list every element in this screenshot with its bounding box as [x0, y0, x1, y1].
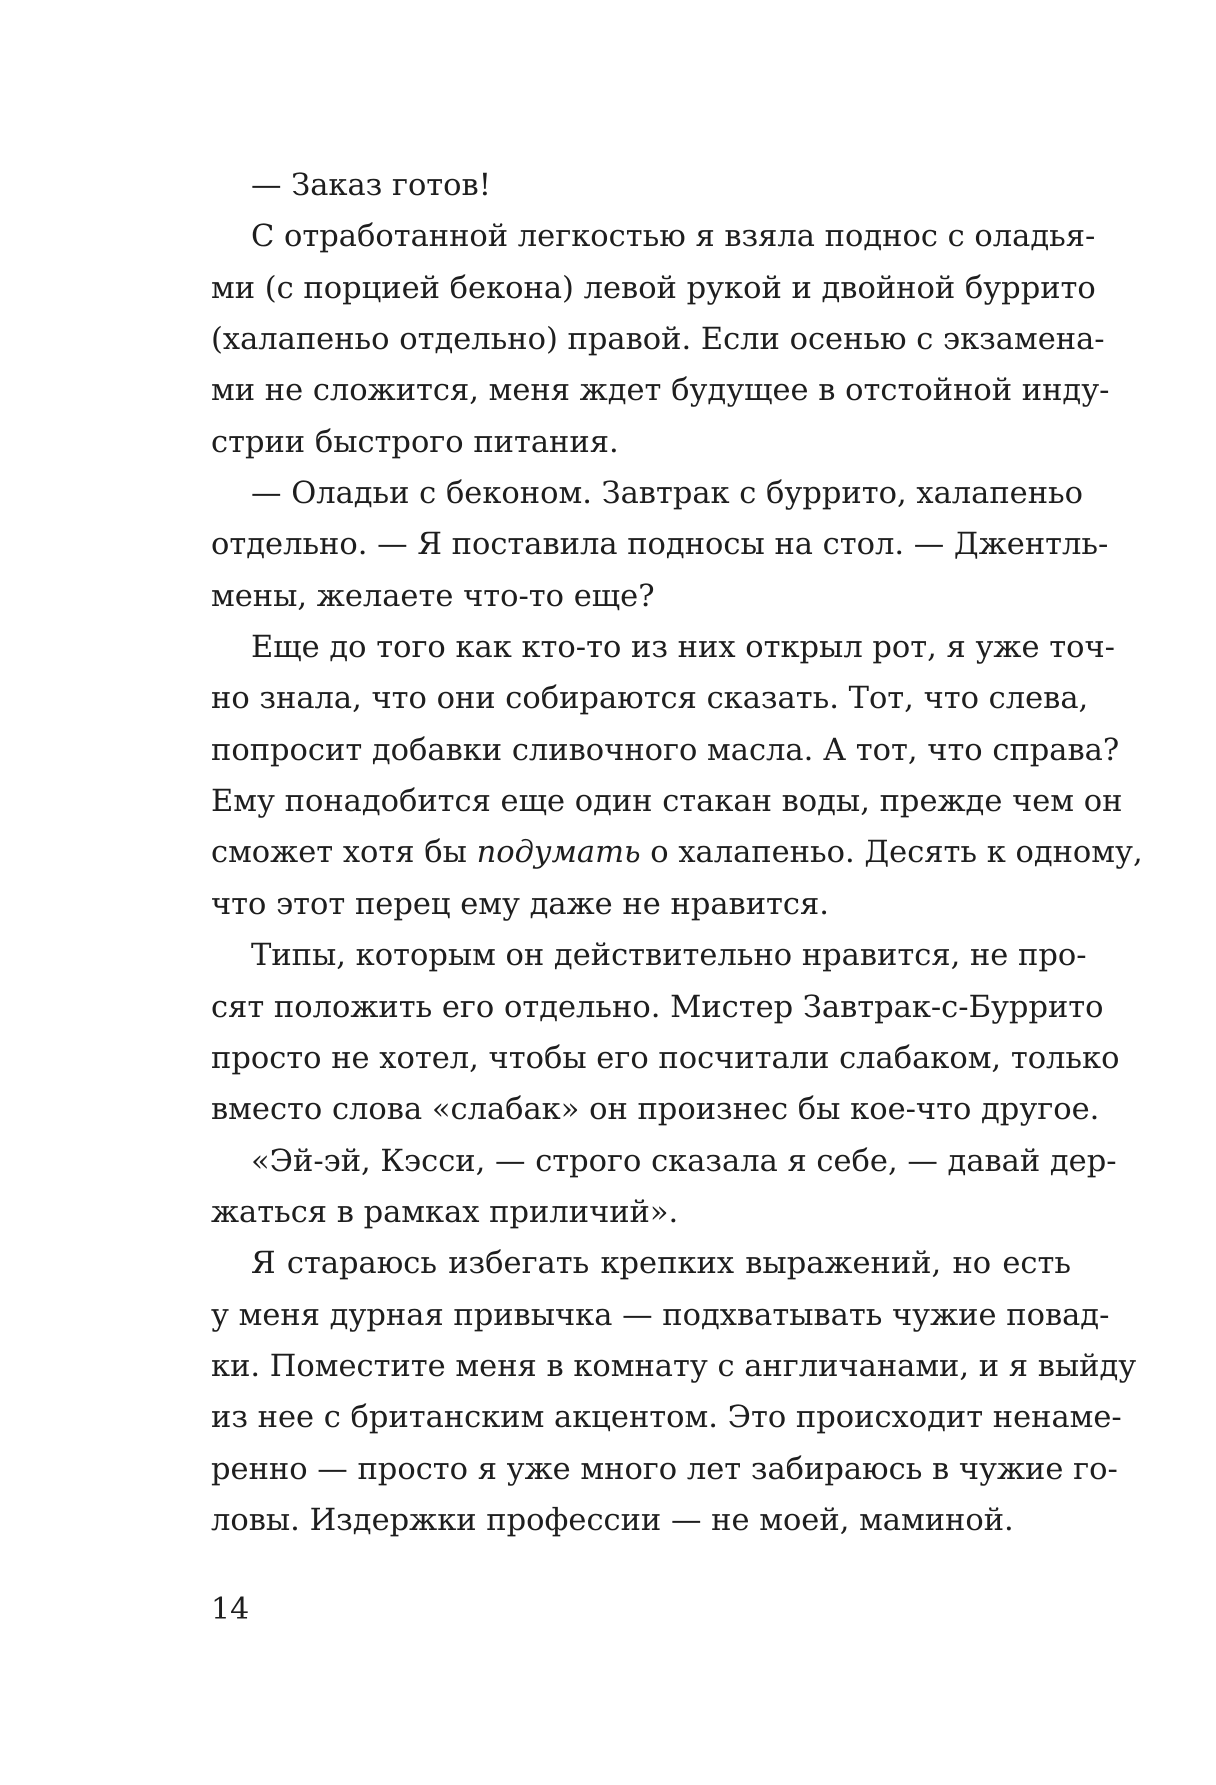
text-line	[211, 1136, 1117, 1187]
text-line	[211, 982, 1104, 1033]
text-segment: Еще до того как кто-то из них открыл рот, я уже точ-	[251, 630, 1115, 666]
text-segment: «Эй-эй, Кэсси, — строго сказала я себе, — давай дер-	[251, 1143, 1117, 1179]
text-segment: (халапеньо отдельно) правой. Если осенью с экзамена-	[211, 322, 1105, 358]
text-line	[211, 930, 1087, 981]
text-line	[211, 673, 1089, 724]
text-segment: Типы, которым он действительно нравится, не про-	[251, 938, 1087, 974]
text-segment: ренно — просто я уже много лет забираюсь в чужие го-	[211, 1451, 1118, 1487]
text-segment: Ему понадобится еще один стакан воды, прежде чем он	[211, 784, 1123, 820]
page-number: 14	[211, 1592, 250, 1627]
text-line	[211, 725, 1120, 776]
text-segment: вместо слова «слабак» он произнес бы кое-что другое.	[211, 1092, 1100, 1128]
text-line	[211, 1033, 1120, 1084]
text-segment: — Оладьи с беконом. Завтрак с буррито, халапеньо	[251, 476, 1083, 512]
text-segment: мены, желаете что-то еще?	[211, 578, 655, 614]
text-segment: ми (с порцией бекона) левой рукой и двойной буррито	[211, 270, 1096, 306]
text-line	[211, 1392, 1122, 1443]
text-line	[211, 1238, 1071, 1289]
text-line	[211, 468, 1083, 519]
text-line	[211, 827, 1143, 878]
text-segment: стрии быстрого питания.	[211, 424, 619, 460]
text-line	[211, 1341, 1137, 1392]
emphasis-text: подумать	[476, 835, 641, 871]
text-segment: жаться в рамках приличий».	[211, 1194, 679, 1230]
text-line	[211, 1444, 1118, 1495]
text-segment: ми не сложится, меня ждет будущее в отстойной инду-	[211, 373, 1110, 409]
text-segment: сят положить его отдельно. Мистер Завтрак-с-Буррито	[211, 989, 1104, 1025]
text-segment: С отработанной легкостью я взяла поднос с оладья-	[251, 219, 1096, 255]
text-segment: из нее с британским акцентом. Это происходит ненаме-	[211, 1400, 1122, 1436]
text-line	[211, 160, 1071, 211]
text-line	[211, 1187, 1071, 1238]
text-segment: у меня дурная привычка — подхватывать чужие повад-	[211, 1297, 1110, 1333]
text-line	[211, 1495, 1071, 1546]
text-line	[211, 1290, 1110, 1341]
text-line	[211, 622, 1115, 673]
text-line	[211, 263, 1096, 314]
text-line	[211, 314, 1105, 365]
text-line	[211, 1084, 1100, 1135]
text-line	[211, 211, 1096, 262]
text-segment: ки. Поместите меня в комнату с англичанами, и я выйду	[211, 1348, 1137, 1384]
text-segment: что этот перец ему даже не нравится.	[211, 886, 829, 922]
text-line	[211, 365, 1110, 416]
text-segment: Я стараюсь избегать крепких выражений, но есть	[251, 1246, 1071, 1282]
text-segment: просто не хотел, чтобы его посчитали слабаком, только	[211, 1040, 1120, 1076]
body-text	[211, 160, 1143, 1546]
text-line	[211, 417, 1071, 468]
text-segment: отдельно. — Я поставила подносы на стол. — Джентль-	[211, 527, 1109, 563]
text-line	[211, 879, 1071, 930]
text-segment: ловы. Издержки профессии — не моей, маминой.	[211, 1502, 1014, 1538]
text-segment: о халапеньо. Десять к одному,	[640, 835, 1143, 871]
text-line	[211, 776, 1123, 827]
text-line	[211, 519, 1109, 570]
text-segment: попросит добавки сливочного масла. А тот, что справа?	[211, 732, 1120, 768]
text-line	[211, 571, 1071, 622]
text-segment: сможет хотя бы	[211, 835, 477, 871]
text-segment: — Заказ готов!	[251, 168, 491, 203]
text-segment: но знала, что они собираются сказать. Тот, что слева,	[211, 681, 1089, 717]
